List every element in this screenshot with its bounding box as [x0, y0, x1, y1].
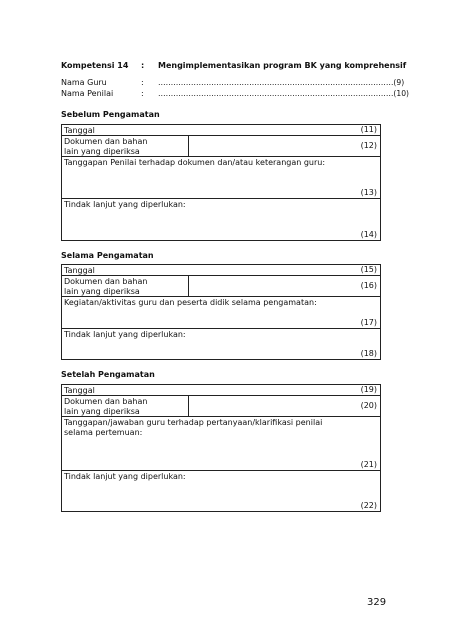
teacher-name-colon: :	[141, 78, 144, 87]
row-answer	[62, 417, 380, 471]
page-number: 329	[367, 597, 387, 608]
follow-up-label: Tindak lanjut yang diperlukan:	[64, 472, 186, 481]
follow-up-label: Tindak lanjut yang diperlukan:	[64, 200, 186, 209]
activity-label: Kegiatan/aktivitas guru dan peserta didik selama pengamatan:	[64, 298, 317, 307]
response-label: Tanggapan Penilai terhadap dokumen dan/atau keterangan guru:	[64, 158, 326, 167]
item-number: (12)	[360, 141, 377, 150]
date-label: Tanggal	[64, 126, 95, 135]
observation-table-before	[61, 124, 381, 241]
row-activity	[62, 297, 380, 329]
item-number: (11)	[360, 125, 377, 134]
column-divider	[188, 276, 189, 296]
row-response	[62, 157, 380, 199]
item-number: (21)	[360, 460, 377, 469]
item-number: (20)	[360, 401, 377, 410]
competency-label: Kompetensi 14	[61, 61, 129, 70]
date-label: Tanggal	[64, 266, 95, 275]
assessor-name-colon: :	[141, 89, 144, 98]
teacher-name-field: …………………………………………………………………………………(9)	[158, 78, 405, 87]
row-documents	[62, 276, 380, 297]
observation-table-during	[61, 264, 381, 360]
section-title-before: Sebelum Pengamatan	[61, 110, 160, 119]
item-number: (17)	[360, 318, 377, 327]
section-title-during: Selama Pengamatan	[61, 251, 154, 260]
assessor-name-field: …………………………………………………………………………………(10)	[158, 89, 409, 98]
documents-label: Dokumen dan bahan lain yang diperiksa	[64, 137, 148, 156]
item-number: (19)	[360, 385, 377, 394]
item-number: (22)	[360, 501, 377, 510]
row-date	[62, 265, 380, 276]
row-follow-up	[62, 199, 380, 240]
column-divider	[188, 396, 189, 416]
item-number: (16)	[360, 281, 377, 290]
competency-heading	[61, 61, 128, 71]
documents-label: Dokumen dan bahan lain yang diperiksa	[64, 277, 148, 296]
row-date	[62, 385, 380, 396]
column-divider	[188, 136, 189, 156]
follow-up-label: Tindak lanjut yang diperlukan:	[64, 330, 186, 339]
item-number: (18)	[360, 349, 377, 358]
assessor-name-label: Nama Penilai	[61, 89, 114, 98]
row-follow-up	[62, 329, 380, 359]
row-follow-up	[62, 471, 380, 511]
documents-label: Dokumen dan bahan lain yang diperiksa	[64, 397, 148, 416]
row-documents	[62, 396, 380, 417]
section-title-after: Setelah Pengamatan	[61, 370, 155, 379]
competency-title: Mengimplementasikan program BK yang komprehensif	[158, 61, 407, 70]
item-number: (13)	[360, 188, 377, 197]
item-number: (14)	[360, 230, 377, 239]
observation-table-after	[61, 384, 381, 512]
answer-label: Tanggapan/jawaban guru terhadap pertanyaan/klarifikasi penilai selama pertemuan:	[64, 418, 323, 437]
row-documents	[62, 136, 380, 157]
competency-colon: :	[141, 61, 145, 70]
row-date	[62, 125, 380, 136]
date-label: Tanggal	[64, 386, 95, 395]
teacher-name-label: Nama Guru	[61, 78, 107, 87]
item-number: (15)	[360, 265, 377, 274]
